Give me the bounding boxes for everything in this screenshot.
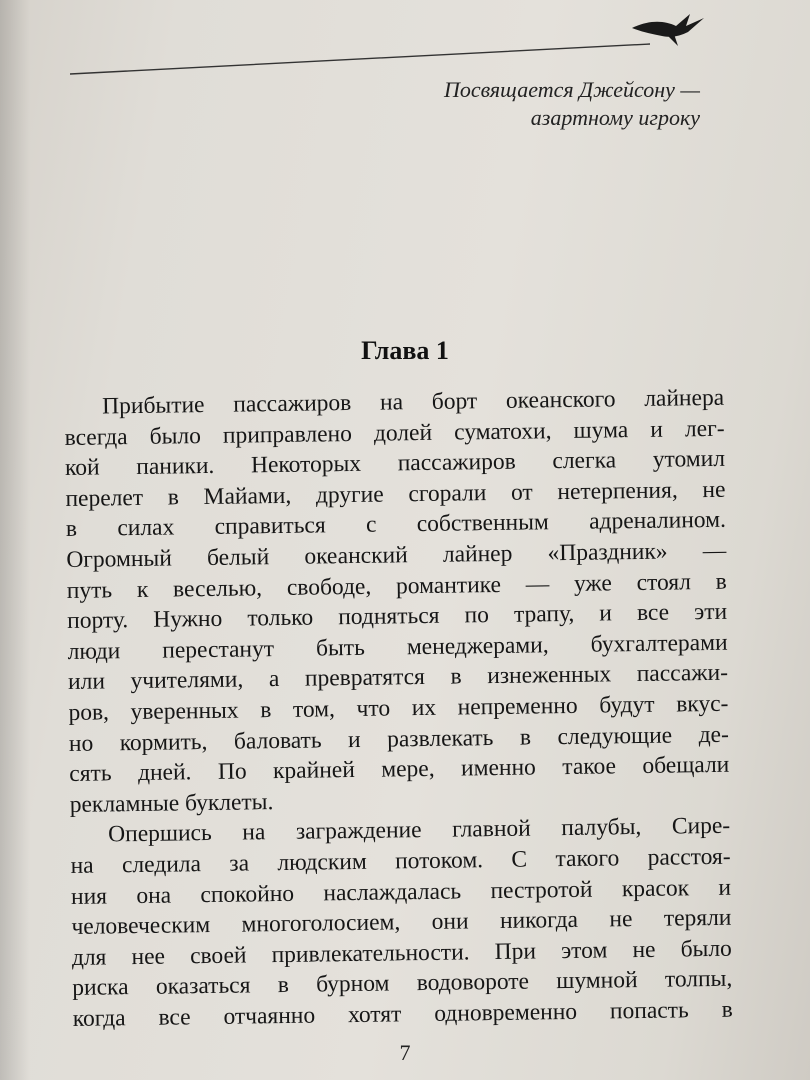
swallow-ornament-icon bbox=[628, 6, 708, 50]
text-line: сять дней. По крайней мере, именно такое обещали bbox=[69, 751, 730, 788]
text-line: Огромный белый океанский лайнер «Праздник» — bbox=[66, 537, 727, 573]
text-line: Прибытие пассажиров на борт океанского лайнера bbox=[102, 384, 725, 420]
text-line: человеческим многоголосием, они никогда не теряли bbox=[71, 904, 732, 941]
text-line: на следила за людским потоком. С такого расстоя- bbox=[70, 843, 731, 879]
text-line: путь к веселью, свободе, романтике — уже стоял в bbox=[66, 568, 727, 604]
text-line: но кормить, баловать и развлекать в следующие де- bbox=[68, 721, 730, 757]
text-line: в силах справиться с собственным адреналином. bbox=[65, 507, 727, 543]
header-rule bbox=[70, 22, 710, 82]
text-line: кой паники. Некоторых пассажиров слегка утомил bbox=[64, 445, 726, 482]
text-line: или учителями, а превратятся в изнеженных пассажи- bbox=[67, 660, 729, 696]
page-edge-shadow bbox=[0, 0, 30, 1080]
text-line: Опершись на заграждение главной палубы, Сире- bbox=[108, 813, 731, 848]
text-line: перелет в Майами, другие сгорали от нетерпения, не bbox=[65, 476, 726, 512]
text-line: порту. Нужно только подняться по трапу, и все эти bbox=[67, 598, 728, 635]
page-number: 7 bbox=[399, 1040, 411, 1065]
dedication-line-2: азартному игроку bbox=[530, 105, 700, 130]
text-line: ров, уверенных в том, что их непременно будут вкус- bbox=[68, 690, 729, 726]
text-line: рекламные буклеты. bbox=[69, 788, 274, 818]
dedication bbox=[280, 76, 700, 132]
text-line: всегда было приправлено долей суматохи, шума и лег- bbox=[64, 415, 725, 451]
text-line: риска оказаться в бурном водовороте шумной толпы, bbox=[72, 966, 733, 1002]
chapter-title: Глава 1 bbox=[361, 336, 449, 365]
dedication-line-1: Посвящается Джейсону — bbox=[443, 77, 700, 102]
text-line: когда все отчаянно хотят одновременно попасть в bbox=[72, 996, 733, 1032]
text-line: люди перестанут быть менеджерами, бухгалтерами bbox=[67, 629, 728, 665]
text-line: для нее своей привлекательности. При этом не было bbox=[71, 935, 733, 971]
text-line: ния она спокойно наслаждалась пестротой красок и bbox=[70, 874, 732, 910]
chapter-body bbox=[64, 383, 733, 1035]
